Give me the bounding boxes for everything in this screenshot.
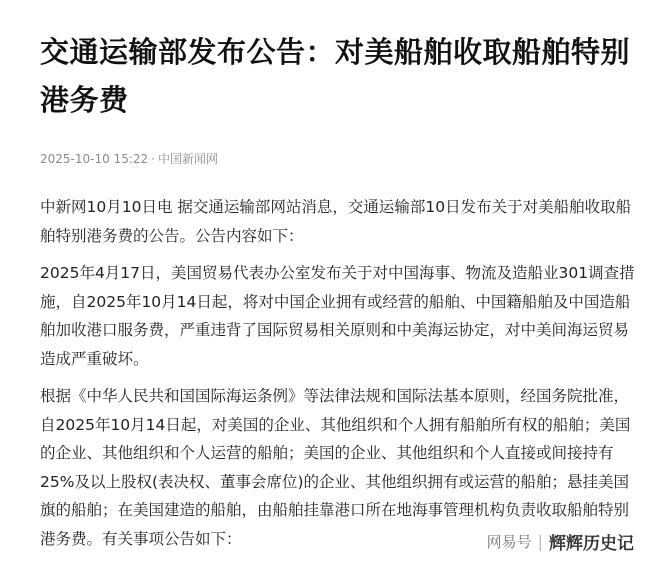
article-paragraph-2: 2025年4月17日，美国贸易代表办公室发布关于对中国海事、物流及造船业301调查措施，自2025年10月14日起，将对中国企业拥有或经营的船舶、中国籍船舶及中国造船舶加收港口服务费，严重违背了国际贸易相关原则和中美海运协定，对中美间海运贸易造成严重破坏。 [40, 264, 635, 368]
watermark-platform-logo: 网易号 [486, 533, 532, 551]
article [40, 28, 640, 553]
article-meta [40, 151, 640, 167]
meta-separator: · [151, 152, 155, 166]
watermark-separator: | [537, 532, 543, 551]
news-source: 中国新闻网 [157, 152, 218, 166]
publish-date: 2025-10-10 15:22 [40, 152, 149, 166]
article-title: 交通运输部发布公告：对美船舶收取船舶特别港务费 [40, 35, 631, 117]
article-paragraph-3: 根据《中华人民共和国国际海运条例》等法律法规和国际法基本原则，经国务院批准，自2025年10月14日起，对美国的企业、其他组织和个人拥有船舶所有权的船舶；美国的企业、其他组织和个人运营的船舶；美国的企业、其他组织和个人直接或间接持有25%及以上股权(表决权、董事会席位)的企业、其他组织拥有或运营的船舶；悬挂美国旗的船舶；在美国建造的船舶，由船舶挂靠港口所在地海事管理机构负责收取船舶特别港务费。有关事项公告如下： [40, 387, 631, 548]
article-paragraph-1: 中新网10月10日电 据交通运输部网站消息，交通运输部10日发布关于对美船舶收取船舶特别港务费的公告。公告内容如下： [40, 198, 632, 245]
watermark [481, 527, 640, 556]
watermark-author: 辉辉历史记 [549, 534, 634, 554]
